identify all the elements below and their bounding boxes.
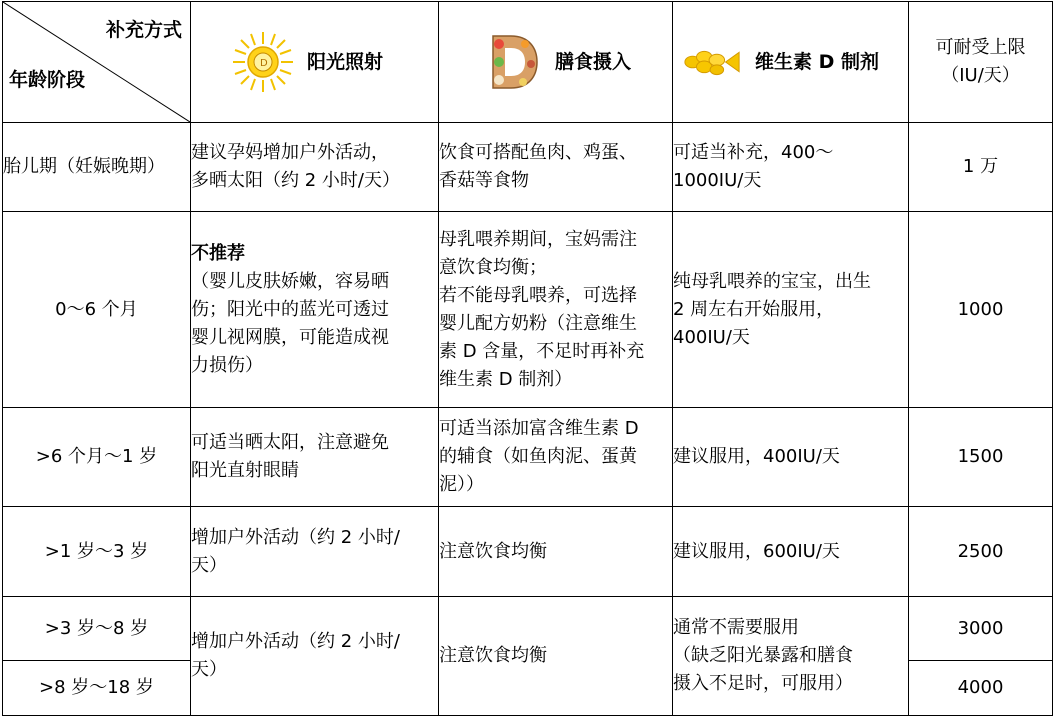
header-limit bbox=[909, 2, 1053, 123]
corner-bottom-label: 年龄阶段 bbox=[9, 69, 86, 91]
diet-cell: 注意饮食均衡 bbox=[439, 507, 673, 597]
supplement-cell: 可适当补充，400～ 1000IU/天 bbox=[673, 123, 909, 212]
diet-cell: 母乳喂养期间，宝妈需注 意饮食均衡； 若不能母乳喂养，可选择 婴儿配方奶粉（注意维生 素 D 含量，不足时再补充 维生素 D 制剂） bbox=[439, 212, 673, 408]
col-supplement-label: 维生素 D 制剂 bbox=[755, 51, 880, 73]
age-cell: >8 岁～18 岁 bbox=[3, 661, 191, 716]
col-limit-line2: （IU/天） bbox=[941, 65, 1020, 86]
age-cell: >3 岁～8 岁 bbox=[3, 597, 191, 661]
vitamin-d-table bbox=[2, 1, 1053, 716]
limit-cell: 1500 bbox=[909, 408, 1053, 507]
table-row bbox=[3, 408, 1053, 507]
header-sun bbox=[191, 2, 439, 123]
letter-d-food-icon bbox=[479, 30, 543, 94]
age-cell: >1 岁～3 岁 bbox=[3, 507, 191, 597]
supplement-cell: 通常不需要服用 （缺乏阳光暴露和膳食 摄入不足时，可服用） bbox=[673, 597, 909, 716]
limit-cell: 2500 bbox=[909, 507, 1053, 597]
header-row bbox=[3, 2, 1053, 123]
table-row bbox=[3, 212, 1053, 408]
limit-cell: 4000 bbox=[909, 661, 1053, 716]
sun-cell: 增加户外活动（约 2 小时/ 天） bbox=[191, 507, 439, 597]
table-row bbox=[3, 123, 1053, 212]
corner-header bbox=[3, 2, 191, 123]
svg-text:D: D bbox=[260, 58, 268, 69]
diet-cell: 注意饮食均衡 bbox=[439, 597, 673, 716]
fish-oil-capsule-icon bbox=[681, 30, 743, 94]
col-limit-line1: 可耐受上限 bbox=[935, 37, 1026, 58]
sun-cell: 增加户外活动（约 2 小时/ 天） bbox=[191, 597, 439, 716]
table-row bbox=[3, 597, 1053, 661]
header-diet bbox=[439, 2, 673, 123]
header-supplement bbox=[673, 2, 909, 123]
col-sun-label: 阳光照射 bbox=[307, 51, 384, 73]
supplement-cell: 建议服用，400IU/天 bbox=[673, 408, 909, 507]
age-cell: 胎儿期（妊娠晚期） bbox=[3, 123, 191, 212]
age-cell: 0～6 个月 bbox=[3, 212, 191, 408]
supplement-cell: 纯母乳喂养的宝宝，出生 2 周左右开始服用， 400IU/天 bbox=[673, 212, 909, 408]
sun-cell: 不推荐 （婴儿皮肤娇嫩，容易晒 伤；阳光中的蓝光可透过 婴儿视网膜，可能造成视 力损伤） bbox=[191, 212, 439, 408]
limit-cell: 1 万 bbox=[909, 123, 1053, 212]
diet-cell: 可适当添加富含维生素 D 的辅食（如鱼肉泥、蛋黄 泥）） bbox=[439, 408, 673, 507]
supplement-cell: 建议服用，600IU/天 bbox=[673, 507, 909, 597]
sun-cell: 可适当晒太阳，注意避免 阳光直射眼睛 bbox=[191, 408, 439, 507]
corner-top-label: 补充方式 bbox=[105, 19, 182, 41]
limit-cell: 1000 bbox=[909, 212, 1053, 408]
diet-cell: 饮食可搭配鱼肉、鸡蛋、 香菇等食物 bbox=[439, 123, 673, 212]
sun-icon bbox=[231, 30, 295, 94]
sun-cell: 建议孕妈增加户外活动， 多晒太阳（约 2 小时/天） bbox=[191, 123, 439, 212]
limit-cell: 3000 bbox=[909, 597, 1053, 661]
age-cell: >6 个月～1 岁 bbox=[3, 408, 191, 507]
col-diet-label: 膳食摄入 bbox=[555, 51, 632, 73]
table-row bbox=[3, 507, 1053, 597]
